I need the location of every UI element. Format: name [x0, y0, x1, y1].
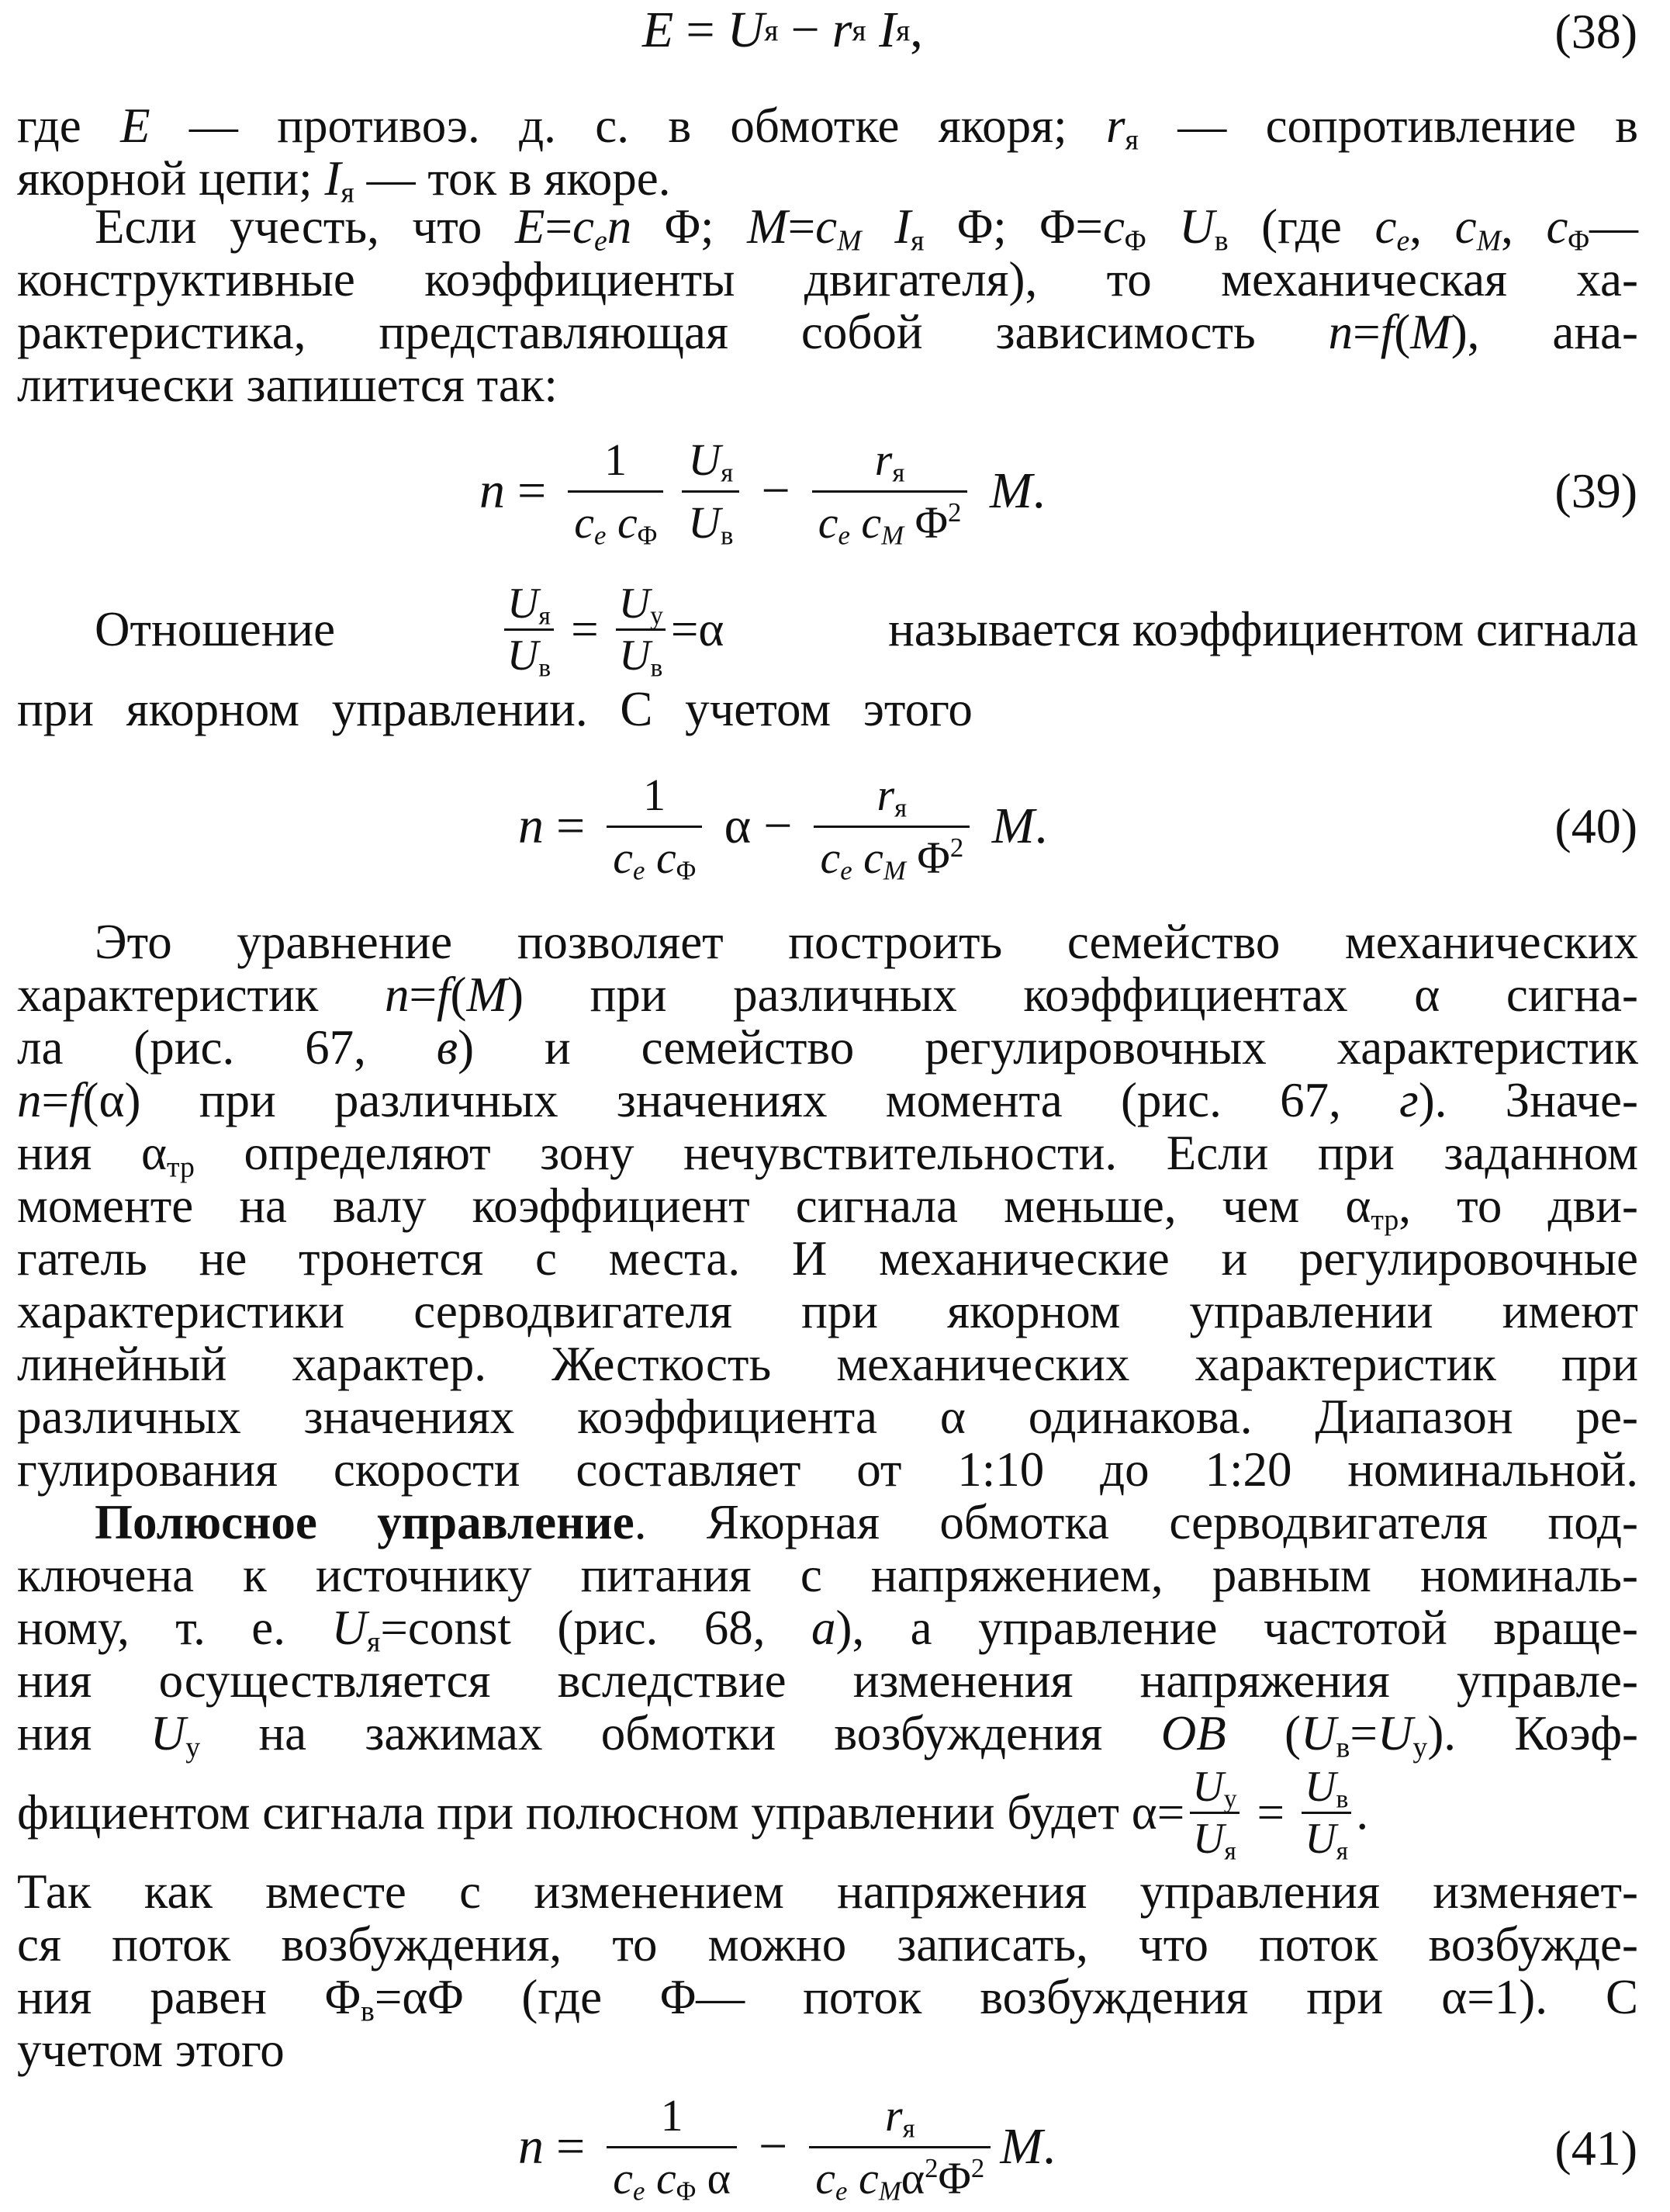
- equation-39-number: (39): [1554, 463, 1637, 518]
- paragraph-mechanical-characteristic: Если учесть, что $E=c_en$ Φ; $M=c_M$ $I_я$ Φ; $\Phi=c_\Phi$ $U_в$ (где $c_e$, $c_M$, $c_\Phi—$: [95, 199, 1639, 258]
- section-heading-pole-control: Полюсное управление: [95, 1495, 634, 1549]
- equation-40-body: n = $\frac{1}{c_e c_\Phi}$ α − $\frac{r_я}{c_e c_M \Phi^2}$ M .: [518, 769, 1048, 886]
- equation-40-number: (40): [1554, 798, 1637, 853]
- equation-38-number: (38): [1554, 4, 1637, 59]
- paragraph-signal-ratio-cont: при якорном управлении. С учетом этого: [17, 682, 973, 736]
- paragraph-pole-control: Полюсное управление. Якорная обмотка серводвигателя под-: [95, 1495, 1638, 1549]
- paragraph-pole-control-cont: ключена к источнику питания с напряжением, равным номиналь- ному, т. е. $U_я=const$ (рис. 68, а), а управление частотой враще- ния осуществляется вследствие изменения напряжения управле- ния $U_у$ на зажимах обмотки возбуждения ОВ $(U_в=U_у)$. Коэф- фициентом сигнала при полюсном управлении будет α= $\frac{U_у}{U_я}$ = $\frac{U_в}{U_я}$ . Так как вместе с изменением напряжения управления изменяет- ся поток возбуждения, то можно записать, что поток возбужде- ния равен $\Phi_в=\alpha\Phi$ (где Φ— поток возбуждения при α=1). С учетом этого: [17, 1548, 1638, 2077]
- paragraph-mechanical-characteristic-cont: конструктивные коэффициенты двигателя), то механическая ха- рактеристика, представляющая собой зависимость n=f(M), ана- литически запишется так:: [17, 252, 1638, 412]
- paragraph-characteristics-family-cont: характеристик n=f(M) при различных коэффициентах α сигна- ла (рис. 67, в) и семейство регулировочных характеристик n=f(α) при различных значениях момента (рис. 67, г). Значе- ния $\alpha_{тр}$ определяют зону нечувствительности. Если при заданном моменте на валу коэффициент сигнала меньше, чем $\alpha_{тр}$, то дви- гатель не тронется с места. И механические и регулировочные характеристики серводвигателя при якорном управлении имеют линейный характер. Жесткость механических характеристик при различных значениях коэффициента α одинакова. Диапазон ре- гулирования скорости составляет от 1:10 до 1:20 номинальной.: [17, 968, 1639, 1497]
- paragraph-emf-definition: где E — противоэ. д. с. в обмотке якоря; $r_я$ — сопротивление в якорной цепи; $I_я$ — ток в якоре.: [17, 99, 1638, 209]
- equation-38-body: E = U я − r я I я ,: [642, 2, 923, 58]
- equation-41-number: (41): [1554, 2120, 1637, 2176]
- paragraph-signal-ratio: Отношение $\frac{U_я}{U_в}$ = $\frac{U_у}{U_в}$ =α называется коэффициентом сигнала: [95, 579, 1638, 682]
- equation-41-body: n = $\frac{1}{c_e c_\Phi \alpha}$ − $\frac{r_я}{c_e c_M\alpha^2\Phi^2}$ M .: [518, 2089, 1056, 2207]
- paragraph-characteristics-family: Это уравнение позволяет построить семейство механических: [95, 915, 1638, 969]
- equation-39-body: n = $\frac{1}{c_e c_\Phi}$ $\frac{U_я}{U_в}$ − $\frac{r_я}{c_e c_M \Phi^2}$ M .: [479, 434, 1046, 551]
